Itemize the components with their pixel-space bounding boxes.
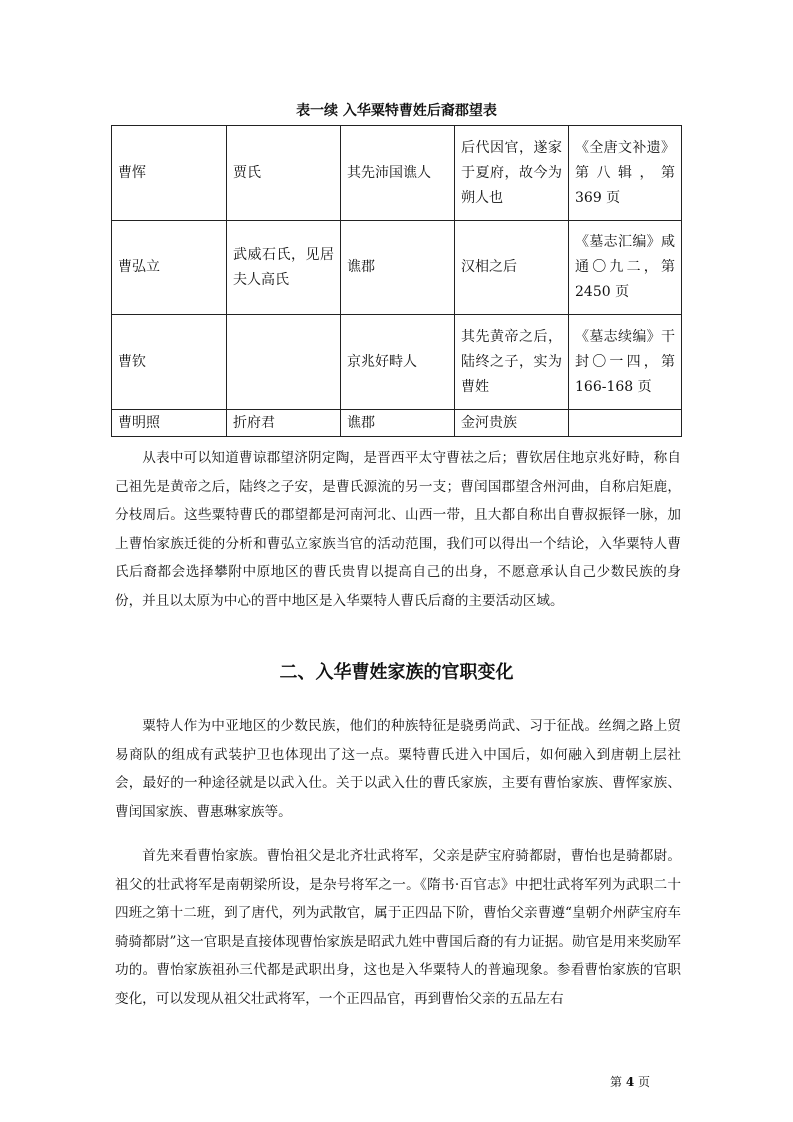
table-cell: 贾氏 [227,126,341,221]
table-row [112,126,682,221]
body-paragraph: 从表中可以知道曹谅郡望济阴定陶，是晋西平太守曹祛之后；曹钦居住地京兆好畤，称自己祖先是黄帝之后，陆终之子安，是曹氏源流的另一支；曹闰国郡望含州河曲，自称启矩鹿，分枝周后。这些粟特曹氏的郡望都是河南河北、山西一带，且大都自称出自曹叔振铎一脉，加上曹怡家族迁徙的分析和曹弘立家族当官的活动范围，我们可以得出一个结论，入华粟特人曹氏后裔都会选择攀附中原地区的曹氏贵胄以提高自己的出身，不愿意承认自己少数民族的身份，并且以太原为中心的晋中地区是入华粟特人曹氏后裔的主要活动区域。 [115,450,681,609]
table-cell: 曹恽 [112,126,227,221]
table-cell: 谯郡 [341,221,455,315]
table-row [112,410,682,437]
table-cell [227,315,341,410]
table-row [112,315,682,410]
table-cell: 曹明照 [112,410,227,437]
table-cell: 谯郡 [341,410,455,437]
table-cell: 武威石氏，见居夫人高氏 [227,221,341,315]
table-cell: 《墓志汇编》咸通〇九二，第 2450 页 [569,221,682,315]
table-cell: 《墓志续编》干封〇一四，第 166-168 页 [569,315,682,410]
table-cell: 京兆好畤人 [341,315,455,410]
table-caption: 表一续 入华粟特曹姓后裔郡望表 [296,103,497,119]
footer-prefix: 第 [610,1075,623,1089]
table-cell: 后代因官，遂家于夏府，故今为朔人也 [455,126,569,221]
section-heading: 二、入华曹姓家族的官职变化 [279,662,514,683]
surname-table [111,125,682,437]
table-cell [569,410,682,437]
body-paragraph: 粟特人作为中亚地区的少数民族，他们的种族特征是骁勇尚武、习于征战。丝绸之路上贸易商队的组成有武装护卫也体现出了这一点。粟特曹氏进入中国后，如何融入到唐朝上层社会，最好的一种途径就是以武入仕。关于以武入仕的曹氏家族，主要有曹怡家族、曹恽家族、曹闰国家族、曹惠琳家族等。 [115,718,681,820]
table-row [112,221,682,315]
table-cell: 曹弘立 [112,221,227,315]
footer-suffix: 页 [638,1075,651,1089]
table-cell: 汉相之后 [455,221,569,315]
body-paragraph: 首先来看曹怡家族。曹怡祖父是北齐壮武将军，父亲是萨宝府骑都尉，曹怡也是骑都尉。祖父的壮武将军是南朝梁所设，是杂号将军之一。《隋书·百官志》中把壮武将军列为武职二十四班之第十二班，到了唐代，列为武散官，属于正四品下阶，曹怡父亲曹遵“皇朝介州萨宝府车骑骑都尉”这一官职是直接体现曹怡家族是昭武九姓中曹国后裔的有力证据。勋官是用来奖励军功的。曹怡家族祖孙三代都是武职出身，这也是入华粟特人的普遍现象。参看曹怡家族的官职变化，可以发现从祖父壮武将军，一个正四品官，再到曹怡父亲的五品左右 [115,848,681,1007]
table-cell: 其先沛国谯人 [341,126,455,221]
table-cell: 《全唐文补遗》第八辑，第 369 页 [569,126,682,221]
table-cell: 其先黄帝之后，陆终之子，实为曹姓 [455,315,569,410]
page-number: 4 [625,1075,635,1089]
table-cell: 曹钦 [112,315,227,410]
table-cell: 金河贵族 [455,410,569,437]
table-cell: 折府君 [227,410,341,437]
page-footer [610,1073,650,1090]
